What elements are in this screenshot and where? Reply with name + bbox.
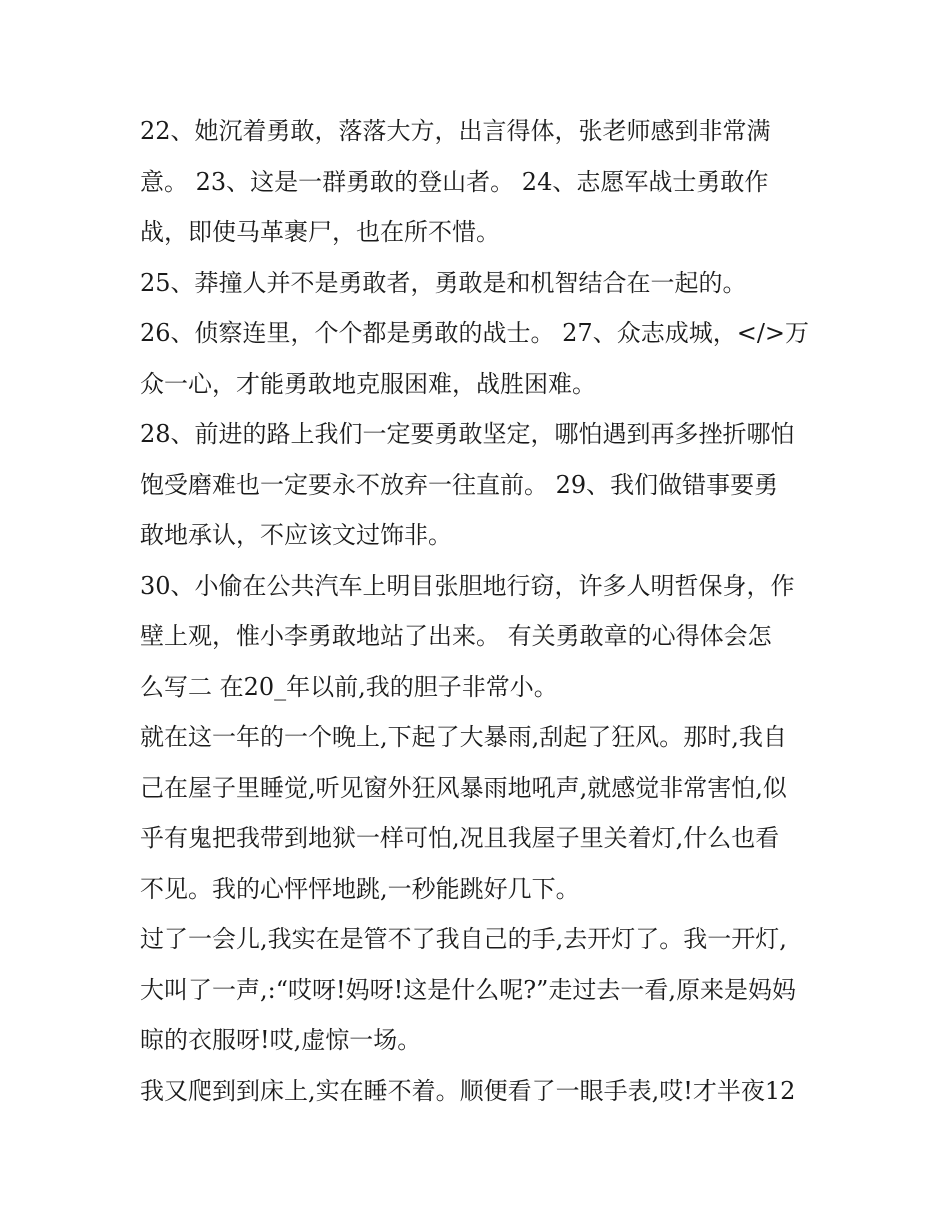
- text-line: 己在屋子里睡觉,听见窗外狂风暴雨地吼声,就感觉非常害怕,似: [140, 773, 787, 802]
- paragraph-22-24: [140, 106, 820, 258]
- text-line: 过了一会儿,我实在是管不了我自己的手,去开灯了。我一开灯,: [140, 925, 787, 953]
- text-line: 战，即使马革裹尸，也在所不惜。: [140, 218, 500, 246]
- text-line: 么写二 在20_年以前,我的胆子非常小。: [140, 672, 558, 701]
- text-line: 饱受磨难也一定要永不放弃一往直前。 29、我们做错事要勇: [140, 470, 779, 499]
- paragraph-storm-night: [140, 712, 820, 914]
- text-line: 26、侦察连里，个个都是勇敢的战士。 27、众志成城，</>万: [140, 319, 810, 347]
- paragraph-turn-on-light: [140, 914, 820, 1066]
- text-line: 不见。我的心怦怦地跳,一秒能跳好几下。: [140, 874, 580, 903]
- text-line: 我又爬到到床上,实在睡不着。顺便看了一眼手表,哎!才半夜12: [140, 1076, 796, 1105]
- paragraph-25: [140, 258, 820, 309]
- text-line: 28、前进的路上我们一定要勇敢坚定，哪怕遇到再多挫折哪怕: [140, 420, 795, 448]
- text-line: 25、莽撞人并不是勇敢者，勇敢是和机智结合在一起的。: [140, 268, 747, 297]
- paragraph-back-to-bed: [140, 1066, 820, 1117]
- text-line: 晾的衣服呀!哎,虚惊一场。: [140, 1026, 422, 1054]
- text-line: 敢地承认，不应该文过饰非。: [140, 521, 452, 549]
- text-line: 众一心，才能勇敢地克服困难，战胜困难。: [140, 369, 596, 398]
- text-line: 就在这一年的一个晚上,下起了大暴雨,刮起了狂风。那时,我自: [140, 723, 787, 751]
- text-line: 意。 23、这是一群勇敢的登山者。 24、志愿军战士勇敢作: [140, 167, 769, 196]
- document-page: [140, 106, 820, 1116]
- text-line: 30、小偷在公共汽车上明目张胆地行窃，许多人明哲保身，作: [140, 571, 795, 600]
- text-line: 乎有鬼把我带到地狱一样可怕,况且我屋子里关着灯,什么也看: [140, 824, 780, 852]
- paragraph-28-29: [140, 409, 820, 561]
- paragraph-30: [140, 561, 820, 713]
- text-line: 壁上观，惟小李勇敢地站了出来。 有关勇敢章的心得体会怎: [140, 622, 772, 650]
- paragraph-26-27: [140, 308, 820, 409]
- text-line: 大叫了一声,:“哎呀!妈呀!这是什么呢?”走过去一看,原来是妈妈: [140, 975, 797, 1004]
- text-line: 22、她沉着勇敢，落落大方，出言得体，张老师感到非常满: [140, 117, 771, 145]
